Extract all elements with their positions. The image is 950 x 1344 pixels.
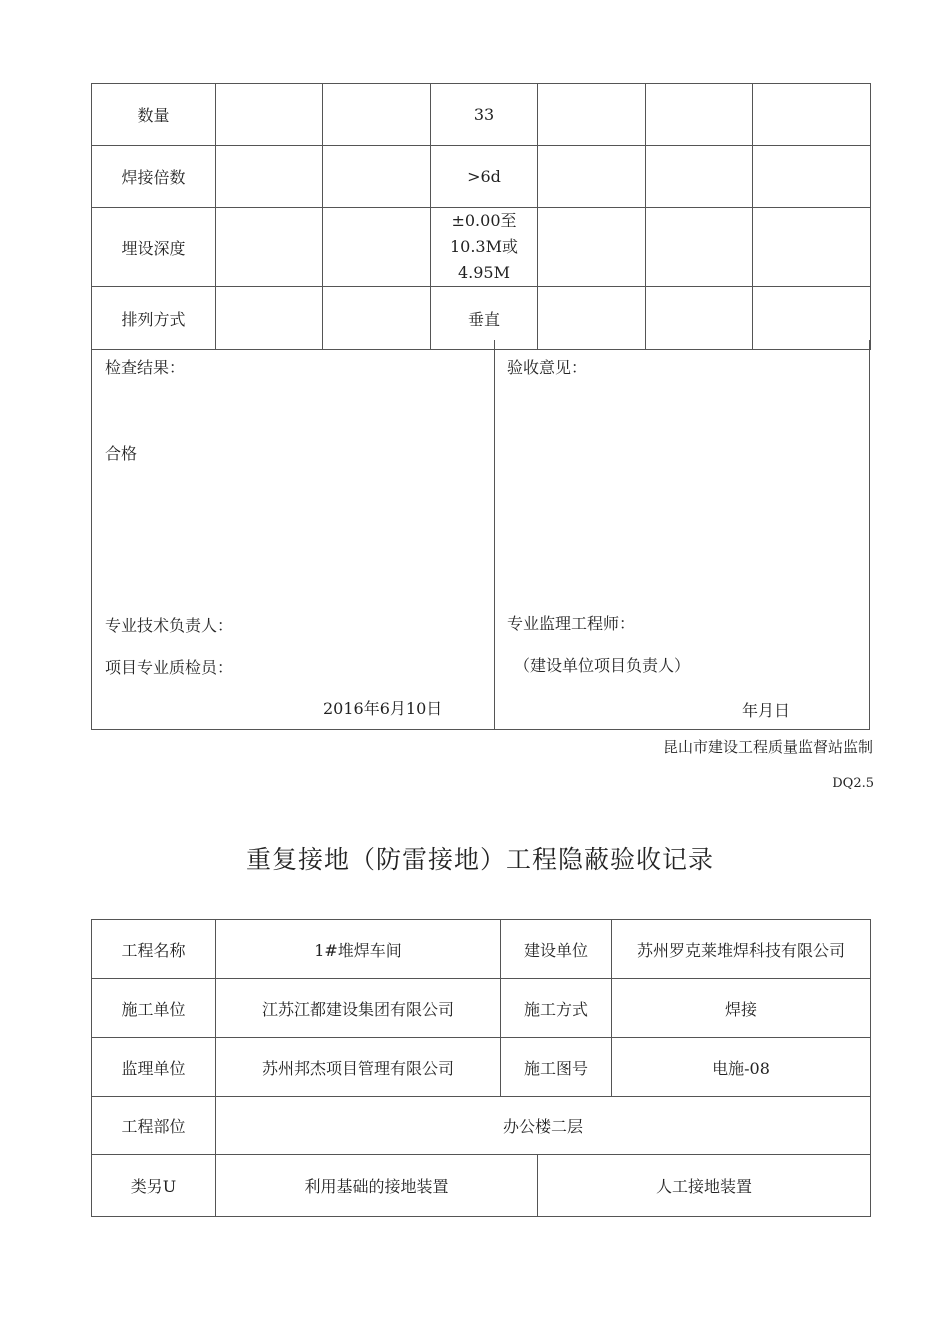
table-row <box>92 920 871 979</box>
category-foundation: 利用基础的接地装置 <box>216 1155 538 1217</box>
depth-value <box>431 208 538 287</box>
table-row <box>92 146 871 208</box>
part-value: 办公楼二层 <box>216 1097 871 1155</box>
form-title: 重复接地（防雷接地）工程隐蔽验收记录 <box>245 845 714 874</box>
inspection-acceptance-box <box>91 340 870 730</box>
row-label-weld-multiple: 焊接倍数 <box>92 146 216 208</box>
project-name-label: 工程名称 <box>92 920 216 979</box>
depth-value-line2: 10.3M或4.95M <box>449 237 518 282</box>
owner-lead-label: （建设单位项目负责人） <box>514 656 691 675</box>
table-row <box>92 1097 871 1155</box>
column-divider <box>494 340 495 729</box>
table-row <box>92 84 871 146</box>
quantity-value: 33 <box>431 84 538 146</box>
contractor-label: 施工单位 <box>92 979 216 1038</box>
category-label: 类另U <box>92 1155 216 1217</box>
row-label-quantity: 数量 <box>92 84 216 146</box>
table-row <box>92 208 871 287</box>
method-value: 焊接 <box>612 979 871 1038</box>
tech-lead-label: 专业技术负责人： <box>105 616 234 635</box>
inspection-result-label: 检查结果： <box>105 358 186 377</box>
acceptance-opinion-label: 验收意见： <box>507 358 588 377</box>
inspection-result-value: 合格 <box>105 444 138 463</box>
inspection-date: 2016年6月10日 <box>323 699 443 718</box>
measurement-table <box>91 83 871 350</box>
row-label-arrangement: 排列方式 <box>92 287 216 350</box>
form-code: DQ2.5 <box>832 776 874 791</box>
table-row <box>92 1155 871 1217</box>
supervisor-engineer-label: 专业监理工程师： <box>507 614 636 633</box>
issuer-text: 昆山市建设工程质量监督站监制 <box>662 738 873 756</box>
project-info-table <box>91 919 871 1217</box>
drawing-value: 电施-08 <box>612 1038 871 1097</box>
depth-value-line1: ±0.00至 <box>451 211 517 230</box>
acceptance-date: 年月日 <box>742 701 791 720</box>
owner-value: 苏州罗克莱堆焊科技有限公司 <box>612 920 871 979</box>
drawing-label: 施工图号 <box>501 1038 612 1097</box>
contractor-value: 江苏江都建设集团有限公司 <box>216 979 501 1038</box>
project-name-value: 1#堆焊车间 <box>216 920 501 979</box>
method-label: 施工方式 <box>501 979 612 1038</box>
table-row <box>92 1038 871 1097</box>
arrangement-value: 垂直 <box>431 287 538 350</box>
weld-multiple-value: >6d <box>431 146 538 208</box>
category-artificial: 人工接地装置 <box>538 1155 871 1217</box>
part-label: 工程部位 <box>92 1097 216 1155</box>
supervisor-value: 苏州邦杰项目管理有限公司 <box>216 1038 501 1097</box>
row-label-depth: 埋设深度 <box>92 208 216 287</box>
table-row <box>92 979 871 1038</box>
supervisor-label: 监理单位 <box>92 1038 216 1097</box>
owner-label: 建设单位 <box>501 920 612 979</box>
qc-inspector-label: 项目专业质检员： <box>105 658 234 677</box>
